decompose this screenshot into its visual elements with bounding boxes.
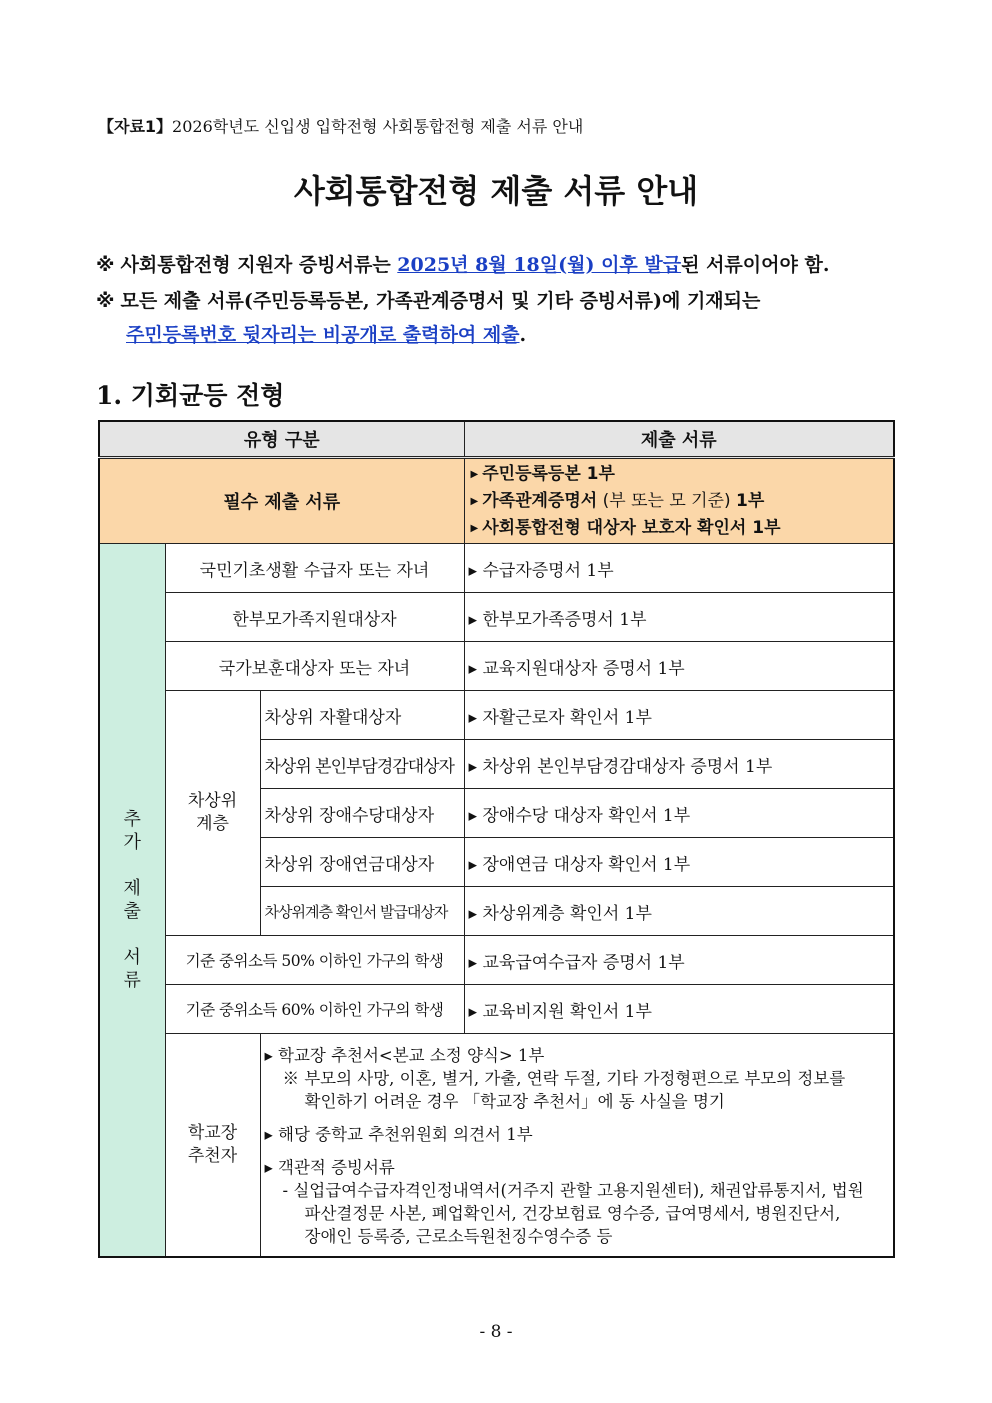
notice-2-pre: 모든 제출 서류(주민등록등본, 가족관계증명서 및 기타 증빙서류)에 기재되는 (120, 290, 761, 312)
notice-2-highlight: 주민등록번호 뒷자리는 비공개로 출력하여 제출 (126, 324, 520, 346)
table-row (99, 544, 894, 593)
reference-tag: 【자료1】 (98, 117, 173, 136)
required-docs (464, 458, 894, 544)
page-title: 사회통합전형 제출 서류 안내 (293, 172, 699, 210)
category-cell: 한부모가족지원대상자 (165, 593, 464, 642)
category-cell: 국가보훈대상자 또는 자녀 (165, 642, 464, 691)
header-docs: 제출 서류 (464, 421, 894, 458)
reference-line (98, 114, 583, 137)
additional-docs-label: 추 가 제 출 서 류 (99, 544, 165, 1258)
doc-cell: ▸ 장애연금 대상자 확인서 1부 (464, 838, 894, 887)
notice-2-post: . (519, 324, 527, 346)
doc-cell: ▸ 교육급여수급자 증명서 1부 (464, 936, 894, 985)
category-cell: 국민기초생활 수급자 또는 자녀 (165, 544, 464, 593)
required-row (99, 458, 894, 544)
school-docs: ▸ 학교장 추천서<본교 소정 양식> 1부 ※ 부모의 사망, 이혼, 별거, 가출, 연락 두절, 기타 가정형편으로 부모의 정보를 확인하기 어려운 경우 「학교장 추천서」에 동 사실을 명기 ▸ 해당 중학교 추천위원회 의견서 1부 ▸ 객관적 증빙서류 - 실업급여수급자격인정내역서(거주지 관할 고용지원센터), 채권압류통지서, 법원 파산결정문 사본, 폐업확인서, 건강보험료 영수증, 급여명세서, 병원진단서, 장애인 등록증, 근로소득원천징수영수증 등 (260, 1034, 894, 1258)
doc-cell: ▸ 교육지원대상자 증명서 1부 (464, 642, 894, 691)
table-row (99, 985, 894, 1034)
notice-1 (96, 250, 829, 277)
notice-1-post: 된 서류이어야 함. (681, 254, 830, 276)
doc-cell: ▸ 교육비지원 확인서 1부 (464, 985, 894, 1034)
documents-table (98, 420, 895, 1258)
notice-1-pre: 사회통합전형 지원자 증빙서류는 (120, 254, 398, 276)
reference-text: 2026학년도 신입생 입학전형 사회통합전형 제출 서류 안내 (172, 117, 584, 136)
category-cell: 차상위 본인부담경감대상자 (260, 740, 464, 789)
doc-cell: ▸ 장애수당 대상자 확인서 1부 (464, 789, 894, 838)
category-cell: 차상위 장애수당대상자 (260, 789, 464, 838)
table-row (99, 593, 894, 642)
notice-mark: ※ (96, 254, 115, 276)
near-poor-label: 차상위 계층 (165, 691, 260, 936)
doc-cell: ▸ 차상위계층 확인서 1부 (464, 887, 894, 936)
doc-cell: ▸ 한부모가족증명서 1부 (464, 593, 894, 642)
category-cell: 차상위 장애연금대상자 (260, 838, 464, 887)
page-number: - 8 - (479, 1322, 513, 1342)
table-row (99, 642, 894, 691)
section-heading: 1. 기회균등 전형 (96, 381, 285, 410)
table-header-row (99, 421, 894, 458)
category-cell: 기준 중위소득 50% 이하인 가구의 학생 (165, 936, 464, 985)
table-row (99, 936, 894, 985)
notice-2 (96, 286, 760, 313)
required-doc-3: ▶ 사회통합전형 대상자 보호자 확인서 1부 (470, 517, 781, 538)
header-type: 유형 구분 (99, 421, 464, 458)
required-doc-2: ▶ 가족관계증명서 (부 또는 모 기준) 1부 (470, 490, 765, 511)
doc-cell: ▸ 차상위 본인부담경감대상자 증명서 1부 (464, 740, 894, 789)
required-label: 필수 제출 서류 (99, 458, 464, 544)
notice-2-cont (126, 320, 526, 347)
required-doc-1: ▶ 주민등록등본 1부 (470, 463, 615, 484)
doc-cell: ▸ 자활근로자 확인서 1부 (464, 691, 894, 740)
school-label: 학교장 추천자 (165, 1034, 260, 1258)
notice-1-highlight: 2025년 8월 18일(월) 이후 발급 (397, 254, 682, 276)
category-cell: 기준 중위소득 60% 이하인 가구의 학생 (165, 985, 464, 1034)
category-cell: 차상위 자활대상자 (260, 691, 464, 740)
doc-cell: ▸ 수급자증명서 1부 (464, 544, 894, 593)
category-cell: 차상위계층 확인서 발급대상자 (260, 887, 464, 936)
table-row (99, 1034, 894, 1258)
table-row (99, 691, 894, 740)
notice-mark: ※ (96, 290, 115, 312)
